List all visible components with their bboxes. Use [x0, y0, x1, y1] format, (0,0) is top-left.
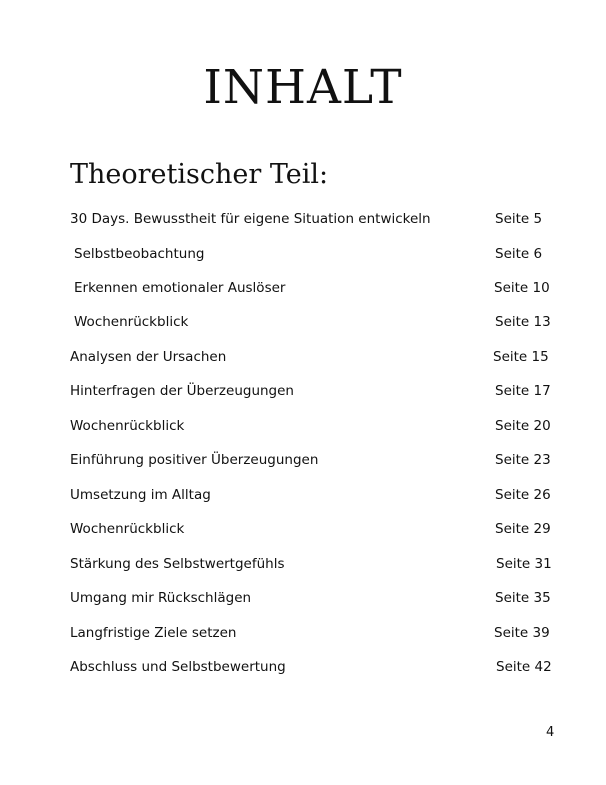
- toc-entry-page: Seite 26: [495, 487, 551, 503]
- toc-entry-label: Erkennen emotionaler Auslöser: [74, 280, 286, 296]
- toc-entry-page: Seite 42: [496, 659, 552, 675]
- toc-entry-label: Wochenrückblick: [70, 521, 185, 537]
- toc-entry-label: Umsetzung im Alltag: [70, 487, 211, 503]
- toc-entry: [0, 380, 606, 402]
- toc-entry-label: Langfristige Ziele setzen: [70, 625, 237, 641]
- toc-entry: [0, 518, 606, 540]
- toc-entry: [0, 415, 606, 437]
- toc-entry-label: Stärkung des Selbstwertgefühls: [70, 556, 285, 572]
- toc-entry: [0, 587, 606, 609]
- toc-entry-page: Seite 15: [493, 349, 549, 365]
- toc-entry-page: Seite 17: [495, 383, 551, 399]
- toc-entry-page: Seite 39: [494, 625, 550, 641]
- toc-entry: [0, 243, 606, 265]
- toc-entry-label: Wochenrückblick: [74, 314, 189, 330]
- toc-entry-label: Analysen der Ursachen: [70, 349, 227, 365]
- toc-entry-label: Einführung positiver Überzeugungen: [70, 452, 319, 468]
- toc-entry-label: Umgang mir Rückschlägen: [70, 590, 252, 606]
- toc-entry: [0, 484, 606, 506]
- toc-entry-label: Hinterfragen der Überzeugungen: [70, 383, 294, 399]
- toc-entry: [0, 553, 606, 575]
- toc-entry-page: Seite 31: [496, 556, 552, 572]
- toc-entry-label: Wochenrückblick: [70, 418, 185, 434]
- toc-entry-page: Seite 35: [495, 590, 551, 606]
- toc-entry: [0, 656, 606, 678]
- toc-entry: [0, 277, 606, 299]
- toc-entry-page: Seite 10: [494, 280, 550, 296]
- toc-entry-label: Abschluss und Selbstbewertung: [70, 659, 286, 675]
- toc-entry-label: 30 Days. Bewusstheit für eigene Situation entwickeln: [70, 211, 431, 227]
- section-heading: Theoretischer Teil:: [70, 159, 329, 190]
- toc-entry: [0, 346, 606, 368]
- toc-entry-page: Seite 20: [495, 418, 551, 434]
- toc-entry-page: Seite 5: [495, 211, 543, 227]
- toc-entry-page: Seite 6: [495, 246, 543, 262]
- toc-entry: [0, 311, 606, 333]
- page-title: INHALT: [203, 60, 403, 115]
- toc-entry-label: Selbstbeobachtung: [74, 246, 205, 262]
- page-number: 4: [546, 725, 555, 740]
- toc-entry: [0, 449, 606, 471]
- toc-entry-page: Seite 13: [495, 314, 551, 330]
- toc-entry: [0, 208, 606, 230]
- toc-entry: [0, 622, 606, 644]
- toc-entry-page: Seite 29: [495, 521, 551, 537]
- toc-entry-page: Seite 23: [495, 452, 551, 468]
